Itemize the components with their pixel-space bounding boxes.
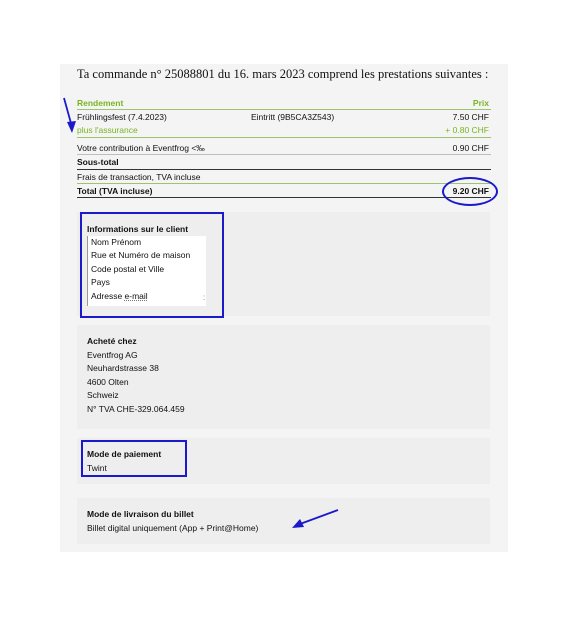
order-intro: Ta commande n° 25088801 du 16. mars 2023 comprend les prestations suivantes : (77, 67, 489, 81)
insurance-price: + 0.80 CHF (445, 125, 489, 135)
subtotal-label: Sous-total (77, 157, 119, 167)
ticket-price: 7.50 CHF (452, 112, 489, 122)
delivery-title: Mode de livraison du billet (87, 509, 194, 519)
seller-city: 4600 Olten (87, 376, 129, 387)
fees-label: Frais de transaction, TVA incluse (77, 172, 201, 182)
client-postcode-city: Code postal et Ville (91, 263, 165, 274)
contribution-price: 0.90 CHF (452, 143, 489, 153)
seller-name: Eventfrog AG (87, 349, 138, 360)
insurance-label: plus l'assurance (77, 125, 138, 135)
header-price-label: Prix (472, 98, 489, 108)
event-name: Frühlingsfest (7.4.2023) (77, 112, 167, 122)
total-price: 9.20 CHF (452, 186, 489, 196)
header-label: Rendement (77, 98, 124, 108)
ticket-code: Eintritt (9B5CA3Z543) (251, 112, 335, 122)
seller-title: Acheté chez (87, 336, 137, 346)
email-word: e-mail (124, 290, 148, 301)
payment-title: Mode de paiement (87, 449, 162, 459)
seller-country: Schweiz (87, 390, 119, 400)
arrow-left-icon (64, 98, 76, 133)
email-prefix: Adresse (91, 290, 125, 301)
email-colon: : (203, 293, 206, 302)
seller-vat: N° TVA CHE-329.064.459 (87, 403, 185, 414)
client-country: Pays (91, 277, 110, 288)
seller-street: Neuhardstrasse 38 (87, 363, 159, 373)
client-info-title: Informations sur le client (87, 224, 189, 234)
contribution-label: Votre contribution à Eventfrog <‰ (77, 143, 205, 153)
client-street: Rue et Numéro de maison (91, 250, 191, 261)
arrow-delivery-icon (292, 510, 338, 528)
client-name: Nom Prénom (91, 237, 142, 247)
total-label: Total (TVA incluse) (77, 186, 153, 196)
delivery-value: Billet digital uniquement (App + Print@Home) (87, 522, 259, 533)
payment-value: Twint (87, 462, 107, 473)
